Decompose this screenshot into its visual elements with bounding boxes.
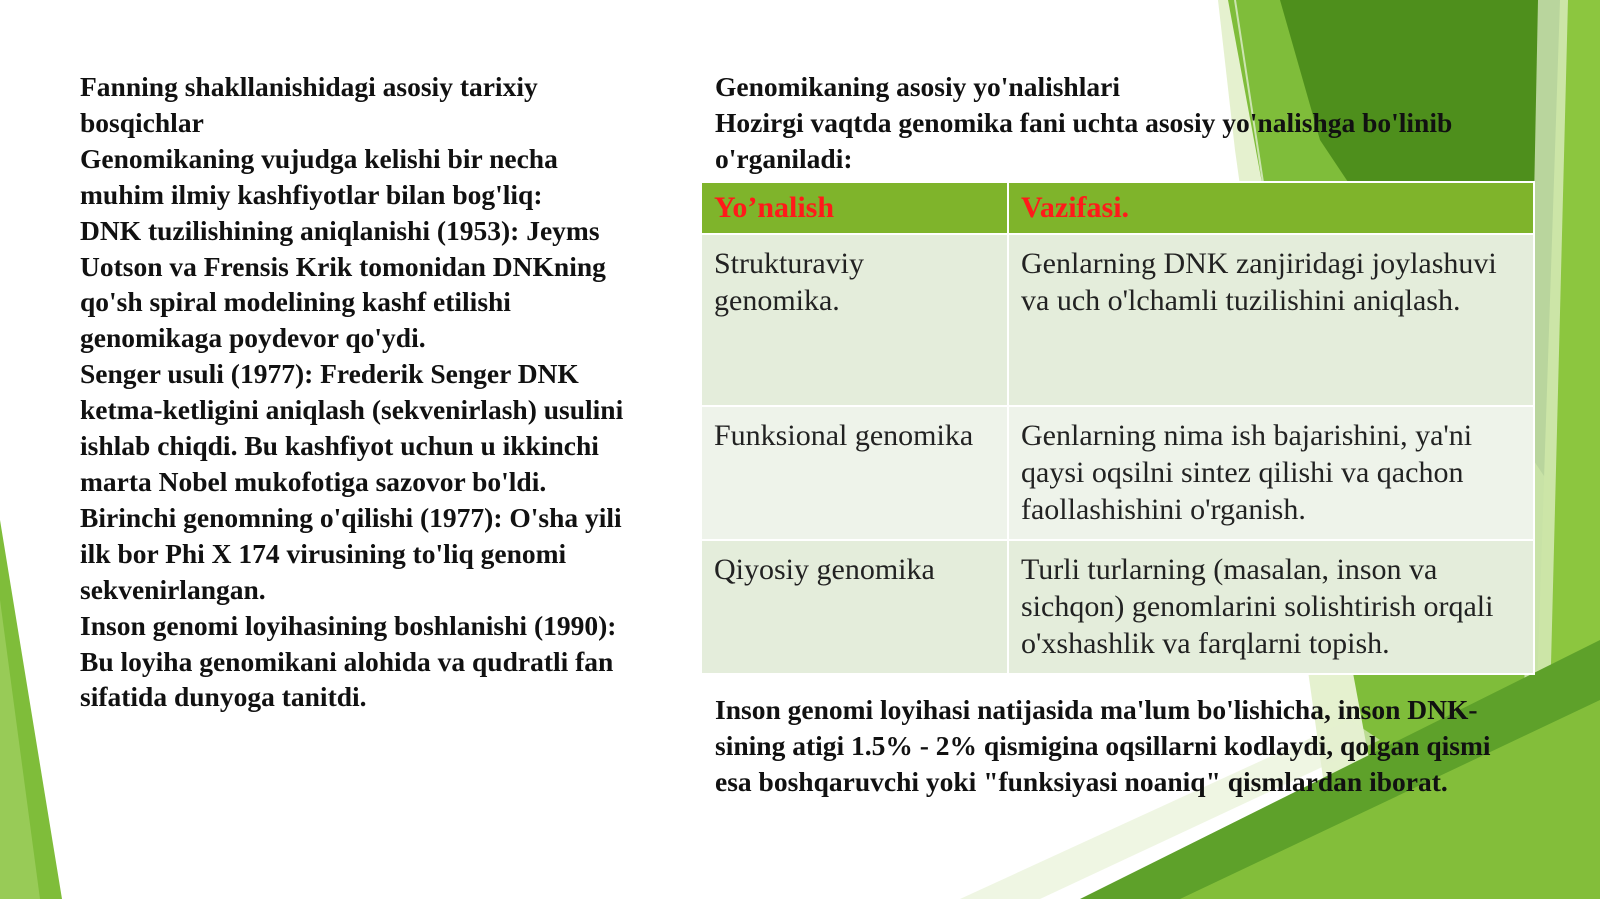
left-text-block [80, 69, 640, 715]
table-cell-task: Turli turlarning (masalan, inson va sichqon) genomlarini solishtirish orqali o'xshashlik va farqlarni topish. [1008, 540, 1534, 674]
conclusion-block [715, 692, 1495, 800]
genomics-directions-table [700, 181, 1535, 675]
table-row [701, 406, 1534, 540]
table-cell-task: Genlarning DNK zanjiridagi joylashuvi va uch o'lchamli tuzilishini aniqlash. [1008, 234, 1534, 406]
directions-heading: Genomikaning asosiy yo'nalishlari [715, 71, 1120, 102]
directions-intro: Hozirgi vaqtda genomika fani uchta asosiy yo'nalishga bo'linib o'rganiladi: [715, 106, 1453, 174]
table-cell-task: Genlarning nima ish bajarishini, ya'ni qaysi oqsilni sintez qilishi va qachon faollashishini o'rganish. [1008, 406, 1534, 540]
history-item-first-genome: Birinchi genomning o'qilishi (1977): O'sha yili ilk bor Phi X 174 virusining to'liq genomi sekvenirlangan. [80, 501, 622, 605]
history-heading: Fanning shakllanishidagi asosiy tarixiy bosqichlar [80, 71, 538, 138]
history-item-dna-structure: DNK tuzilishining aniqlanishi (1953): Jeyms Uotson va Frensis Krik tomonidan DNKning qo'sh spiral modelining kashf etilishi genomikaga poydevor qo'ydi. [80, 214, 606, 354]
table-cell-direction: Funksional genomika [701, 406, 1008, 540]
table-cell-direction: Qiyosiy genomika [701, 540, 1008, 674]
table-header-direction: Yo’nalish [701, 182, 1008, 234]
table-header-task: Vazifasi. [1008, 182, 1534, 234]
table-cell-direction: Strukturaviy genomika. [701, 234, 1008, 406]
table-row [701, 540, 1534, 674]
conclusion-text: Inson genomi loyihasi natijasida ma'lum bo'lishicha, inson DNK-sining atigi 1.5% - 2% qismigina oqsillarni kodlaydi, qolgan qismi esa boshqaruvchi yoki "funksiyasi noaniq" qismlardan iborat. [715, 694, 1491, 797]
table-header-row [701, 182, 1534, 234]
history-item-sanger: Senger usuli (1977): Frederik Senger DNK ketma-ketligini aniqlash (sekvenirlash) usulini ishlab chiqdi. Bu kashfiyot uchun u ikkinchi marta Nobel mukofotiga sazovor bo'ldi. [80, 358, 624, 497]
table-row [701, 234, 1534, 406]
history-intro: Genomikaning vujudga kelishi bir necha muhim ilmiy kashfiyotlar bilan bog'liq: [80, 142, 558, 210]
right-heading-block [715, 69, 1535, 177]
history-item-human-genome-project: Inson genomi loyihasining boshlanishi (1990): Bu loyiha genomikani alohida va qudratli fan sifatida dunyoga tanitdi. [80, 609, 617, 713]
